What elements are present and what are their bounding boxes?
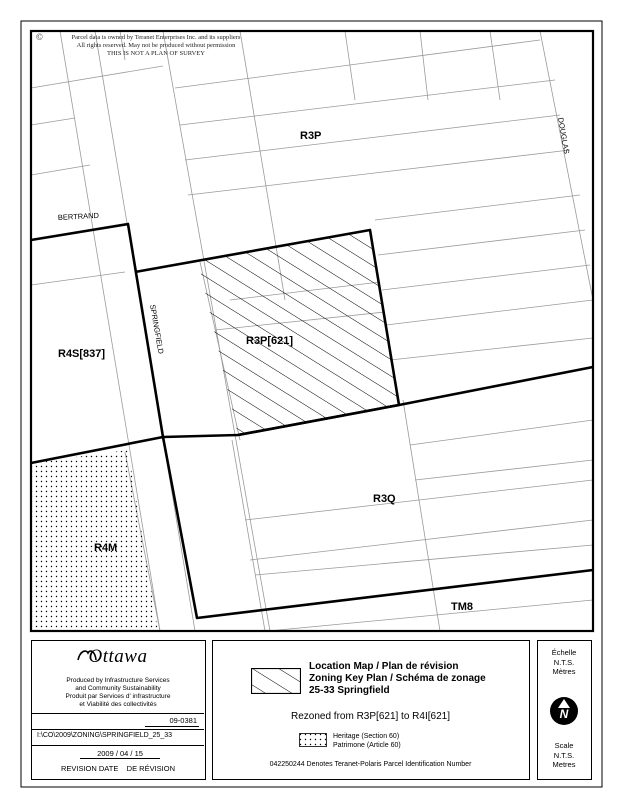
- legend-panel: [212, 640, 530, 780]
- scale-top-label: Échelle: [551, 648, 577, 657]
- divider-1: [32, 713, 204, 714]
- legend-title-line-2: Zoning Key Plan / Schéma de zonage: [309, 673, 486, 684]
- street-springfield: SPRINGFIELD: [148, 303, 166, 355]
- zone-label-r3q: R3Q: [373, 493, 396, 505]
- copyright-line-2: All rights reserved. May not be produced without permission: [76, 42, 236, 49]
- zone-label-r3p: R3P: [300, 130, 322, 142]
- scale-panel: [537, 640, 592, 780]
- file-path: I:\CO\2009\ZONING\SPRINGFIELD_25_33: [37, 732, 172, 739]
- copyright-symbol: ©: [36, 32, 43, 42]
- produced-by-line-3: Produit par Services d' infrastructure: [65, 693, 171, 700]
- copyright-line-1: Parcel data is owned by Teranet Enterprises Inc. and its suppliers: [71, 34, 241, 41]
- copyright-note: [36, 34, 276, 58]
- logo-text: Ottawa: [88, 646, 148, 667]
- zone-label-r4s837: R4S[837]: [58, 348, 106, 360]
- street-douglas: DOUGLAS: [556, 116, 572, 155]
- heritage-line-1: Heritage (Section 60): [333, 733, 400, 740]
- zone-label-r4m: R4M: [94, 542, 118, 554]
- city-logo: [32, 646, 204, 668]
- heritage-legend-swatch: [299, 733, 327, 747]
- produced-by-line-2: and Community Sustainability: [75, 685, 161, 692]
- scale-top-value: N.T.S.: [553, 657, 575, 667]
- scale-bottom: [538, 741, 590, 770]
- scale-top: [538, 648, 590, 677]
- producer-panel: [31, 640, 206, 780]
- zone-label-tm8: TM8: [451, 601, 473, 613]
- revision-date-label: REVISION DATE DE RÉVISION: [60, 764, 176, 773]
- legend-title-line-3: 25-33 Springfield: [309, 685, 390, 696]
- heritage-line-2: Patrimone (Article 60): [333, 742, 401, 749]
- scale-top-unit: Mètres: [552, 667, 576, 676]
- rezoned-text: Rezoned from R3P[621] to R4I[621]: [291, 711, 450, 722]
- divider-3: [32, 745, 204, 746]
- scale-bottom-label: Scale: [554, 741, 574, 750]
- rezoned-parcel: [198, 230, 399, 435]
- pin-note: 042250244 Denotes Teranet-Polaris Parcel Identification Number: [269, 761, 472, 768]
- produced-by: [32, 677, 204, 709]
- revision-date-value: 2009 / 04 / 15: [80, 749, 160, 759]
- scale-bottom-unit: Metres: [552, 760, 576, 769]
- scale-bottom-value: N.T.S.: [553, 750, 575, 760]
- legend-title: [309, 661, 486, 697]
- produced-by-line-4: et Viabilité des collectivités: [79, 701, 157, 708]
- north-letter: N: [559, 707, 569, 721]
- heritage-area: [31, 450, 158, 631]
- drawing-number: 09-0381: [145, 716, 199, 727]
- copyright-line-3: THIS IS NOT A PLAN OF SURVEY: [107, 50, 205, 57]
- legend-title-line-1: Location Map / Plan de révision: [309, 661, 459, 672]
- ottawa-logo-icon: [76, 648, 98, 662]
- divider-2: [32, 729, 204, 730]
- produced-by-line-1: Produced by Infrastructure Services: [66, 677, 170, 684]
- zone-label-r3p621: R3P[621]: [246, 335, 294, 347]
- heritage-legend: [333, 732, 401, 750]
- street-bertrand: BERTRAND: [57, 210, 100, 222]
- hatch-legend-swatch: [251, 668, 301, 694]
